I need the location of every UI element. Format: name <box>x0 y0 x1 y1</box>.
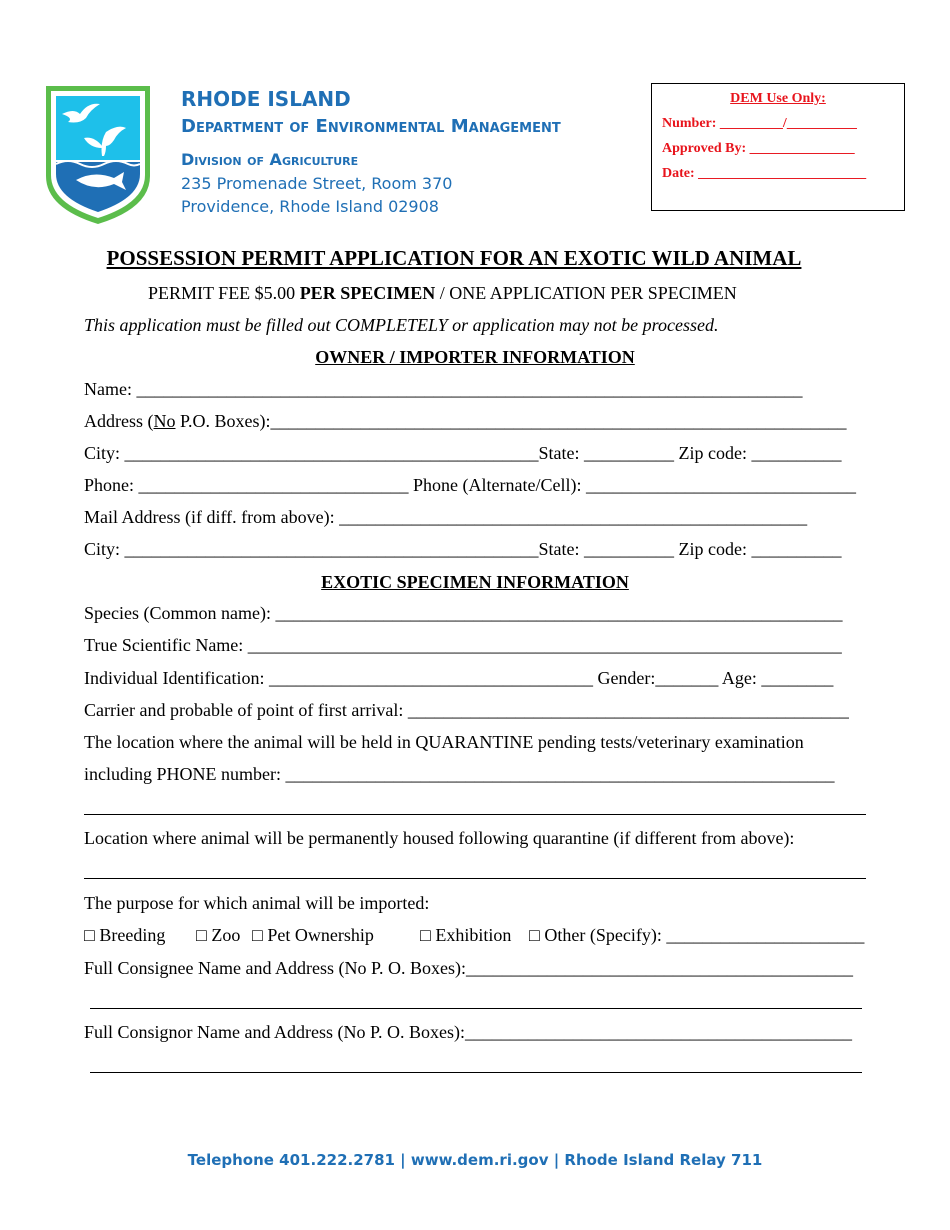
consignor-field[interactable]: Full Consignor Name and Address (No P. O. Boxes):___________________________________________ <box>84 1022 852 1042</box>
owner-mail-address-field[interactable]: Mail Address (if diff. from above): ____________________________________________________ <box>84 507 808 527</box>
form-title: POSSESSION PERMIT APPLICATION FOR AN EXOTIC WILD ANIMAL <box>106 246 802 270</box>
agency-division: Division of Agriculture <box>181 150 359 169</box>
agency-department: Department of Environmental Management <box>181 116 561 137</box>
purpose-breeding-checkbox[interactable]: □ Breeding <box>84 925 166 945</box>
purpose-exhibition-checkbox[interactable]: □ Exhibition <box>420 925 512 945</box>
permanent-housing-label: Location where animal will be permanently housed following quarantine (if different from above): <box>84 828 795 848</box>
fee-text-c: / ONE APPLICATION PER SPECIMEN <box>435 283 737 303</box>
completion-note: This application must be filled out COMPLETELY or application may not be processed. <box>84 315 719 335</box>
owner-section-heading: OWNER / IMPORTER INFORMATION <box>315 347 635 367</box>
consignee-field[interactable]: Full Consignee Name and Address (No P. O. Boxes):___________________________________________ <box>84 958 853 978</box>
scientific-name-field[interactable]: True Scientific Name: __________________________________________________________________ <box>84 635 842 655</box>
fee-text-bold: PER SPECIMEN <box>299 283 436 303</box>
owner-mail-city-state-zip-field[interactable]: City: ______________________________________________State: __________ Zip code: __________ <box>84 539 842 559</box>
address-label-b: P.O. Boxes):________________________________________________________________ <box>175 411 847 431</box>
purpose-label: The purpose for which animal will be imported: <box>84 893 430 913</box>
identification-gender-age-field[interactable]: Individual Identification: ____________________________________ Gender:_______ Age: ________ <box>84 668 834 688</box>
dem-use-only-box <box>651 83 905 211</box>
agency-header <box>181 86 561 218</box>
ri-dem-logo <box>44 84 152 226</box>
fee-text-a: PERMIT FEE $5.00 <box>148 283 300 303</box>
specimen-section-heading: EXOTIC SPECIMEN INFORMATION <box>321 572 629 592</box>
purpose-pet-ownership-checkbox[interactable]: □ Pet Ownership <box>252 925 374 945</box>
quarantine-label: The location where the animal will be held in QUARANTINE pending tests/veterinary examination <box>84 732 804 752</box>
agency-address-line2: Providence, Rhode Island 02908 <box>181 197 439 216</box>
owner-phone-field[interactable]: Phone: ______________________________ Phone (Alternate/Cell): ______________________________ <box>84 475 856 495</box>
footer-contact: Telephone 401.222.2781 | www.dem.ri.gov | Rhode Island Relay 711 <box>187 1151 763 1169</box>
purpose-other-checkbox[interactable]: □ Other (Specify): ______________________ <box>529 925 865 945</box>
dem-approved-by-field[interactable]: Approved By: _______________ <box>662 141 855 156</box>
owner-name-field[interactable]: Name: __________________________________________________________________________ <box>84 379 803 399</box>
permanent-housing-line[interactable] <box>84 878 866 879</box>
consignor-extra-line[interactable] <box>90 1072 862 1073</box>
dem-box-title: DEM Use Only: <box>730 91 826 106</box>
consignee-extra-line[interactable] <box>90 1008 862 1009</box>
shield-sky <box>56 96 140 160</box>
agency-address-line1: 235 Promenade Street, Room 370 <box>181 174 453 193</box>
permit-fee <box>148 283 737 304</box>
dem-date-field[interactable]: Date: ________________________ <box>662 166 867 181</box>
carrier-arrival-field[interactable]: Carrier and probable of point of first arrival: _________________________________________________ <box>84 700 849 720</box>
address-label-a: Address ( <box>84 411 154 431</box>
quarantine-phone-field[interactable]: including PHONE number: _____________________________________________________________ <box>84 764 835 784</box>
owner-address-field[interactable] <box>84 411 847 432</box>
purpose-zoo-checkbox[interactable]: □ Zoo <box>196 925 241 945</box>
quarantine-extra-line[interactable] <box>84 814 866 815</box>
dem-number-field[interactable]: Number: _________/__________ <box>662 116 857 131</box>
owner-city-state-zip-field[interactable]: City: ______________________________________________State: __________ Zip code: __________ <box>84 443 842 463</box>
species-common-name-field[interactable]: Species (Common name): _______________________________________________________________ <box>84 603 843 623</box>
agency-state: RHODE ISLAND <box>181 87 351 111</box>
address-label-no: No <box>153 411 176 431</box>
